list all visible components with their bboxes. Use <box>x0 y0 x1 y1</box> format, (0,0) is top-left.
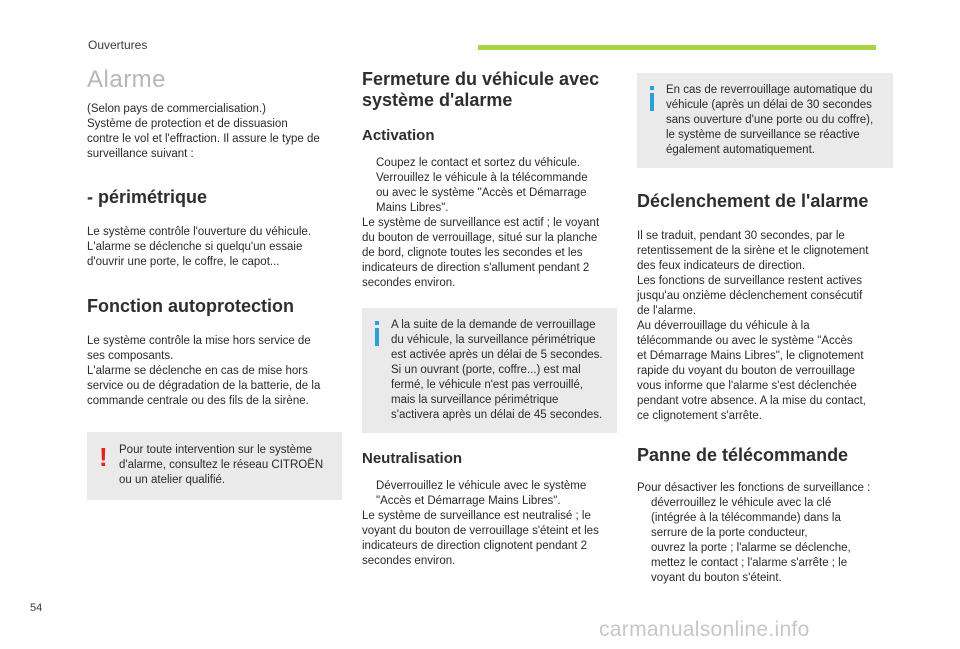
warning-text: Pour toute intervention sur le système d'alarme, consultez le réseau CITROËN ou un atelier qualifié. <box>119 444 324 486</box>
perimetrique-heading: - périmétrique <box>87 187 208 207</box>
activation-bullets <box>362 156 617 216</box>
warning-icon: ! <box>99 442 108 472</box>
neutralisation-heading: Neutralisation <box>362 450 463 467</box>
intro-text: (Selon pays de commercialisation.) Système de protection et de dissuasion contre le vol et l'effraction. Il assure le type de surveillance suivant : <box>87 103 320 160</box>
column-middle <box>362 64 617 569</box>
activation-text: Le système de surveillance est actif ; le voyant du bouton de verrouillage, situé sur la planche de bord, clignote toutes les secondes et les indicateurs de direction s'allument pendant 2 secondes environ. <box>362 217 600 289</box>
info-text: A la suite de la demande de verrouillage du véhicule, la surveillance périmétrique est activée après un délai de 5 secondes. Si un ouvrant (porte, coffre...) est mal fermé, le véhicule n'est pas verrouillé, mais la surveillance périmétrique s'activera après un délai de 45 secondes. <box>391 319 603 421</box>
declenchement-heading: Déclenchement de l'alarme <box>637 191 869 211</box>
page-number: 54 <box>30 602 43 614</box>
panne-bullets <box>637 496 893 586</box>
page-title: Alarme <box>87 66 167 93</box>
column-right <box>637 64 893 586</box>
list-item: mettez le contact ; l'alarme s'arrête ; le voyant du bouton s'éteint. <box>637 556 893 586</box>
bullet-icon <box>637 556 651 586</box>
list-item: ouvrez la porte ; l'alarme se déclenche, <box>637 541 893 556</box>
list-item: Déverrouillez le véhicule avec le système "Accès et Démarrage Mains Libres". <box>362 479 617 509</box>
info-icon <box>372 321 382 351</box>
warning-box <box>87 432 342 500</box>
declenchement-text: Il se traduit, pendant 30 secondes, par le retentissement de la sirène et le clignotement des feux indicateurs de direction. Les fonctions de surveillance restent actives jusqu'au onzième déclenchement consécutif de l'alarme. Au déverrouillage du véhicule à la télécommande ou avec le système "Accès et Démarrage Mains Libres", le clignotement rapide du voyant du bouton de verrouillage vous informe que l'alarme s'est déclenchée pendant votre absence. A la mise du contact, ce clignotement s'arrête. <box>637 230 869 422</box>
section-header: Ouvertures <box>88 38 148 52</box>
neutralisation-text: Le système de surveillance est neutralisé ; le voyant du bouton de verrouillage s'éteint et les indicateurs de direction clignotent pendant 2 secondes environ. <box>362 510 599 567</box>
column-left <box>87 64 342 500</box>
info-text: En cas de reverrouillage automatique du véhicule (après un délai de 30 secondes sans ouverture d'une porte ou du coffre), le système de surveillance se réactive également automatiquement. <box>666 84 874 156</box>
info-box-activation <box>362 308 617 433</box>
panne-intro: Pour désactiver les fonctions de surveillance : <box>637 482 871 494</box>
fermeture-heading: Fermeture du véhicule avec système d'alarme <box>362 69 600 110</box>
list-item: Coupez le contact et sortez du véhicule. <box>362 156 617 171</box>
bullet-icon <box>362 479 376 509</box>
activation-heading: Activation <box>362 127 435 144</box>
section-header-bar <box>478 45 876 50</box>
autoprotection-heading: Fonction autoprotection <box>87 296 294 316</box>
list-item: déverrouillez le véhicule avec la clé (intégrée à la télécommande) dans la serrure de la porte conducteur, <box>637 496 893 541</box>
neutralisation-bullets <box>362 479 617 509</box>
autoprotection-text: Le système contrôle la mise hors service de ses composants. L'alarme se déclenche en cas de mise hors service ou de dégradation de la batterie, de la commande centrale ou des fils de la sirène. <box>87 335 321 407</box>
bullet-icon <box>637 541 651 556</box>
bullet-icon <box>637 496 651 541</box>
bullet-icon <box>362 156 376 171</box>
info-box-reverrouillage <box>637 73 893 168</box>
perimetrique-text: Le système contrôle l'ouverture du véhicule. L'alarme se déclenche si quelqu'un essaie d'ouvrir une porte, le coffre, le capot... <box>87 226 312 268</box>
list-item: Verrouillez le véhicule à la télécommande ou avec le système "Accès et Démarrage Mains Libres". <box>362 171 617 216</box>
bullet-icon <box>362 171 376 216</box>
watermark: carmanualsonline.info <box>599 618 810 641</box>
panne-heading: Panne de télécommande <box>637 445 849 465</box>
info-icon <box>647 86 657 116</box>
